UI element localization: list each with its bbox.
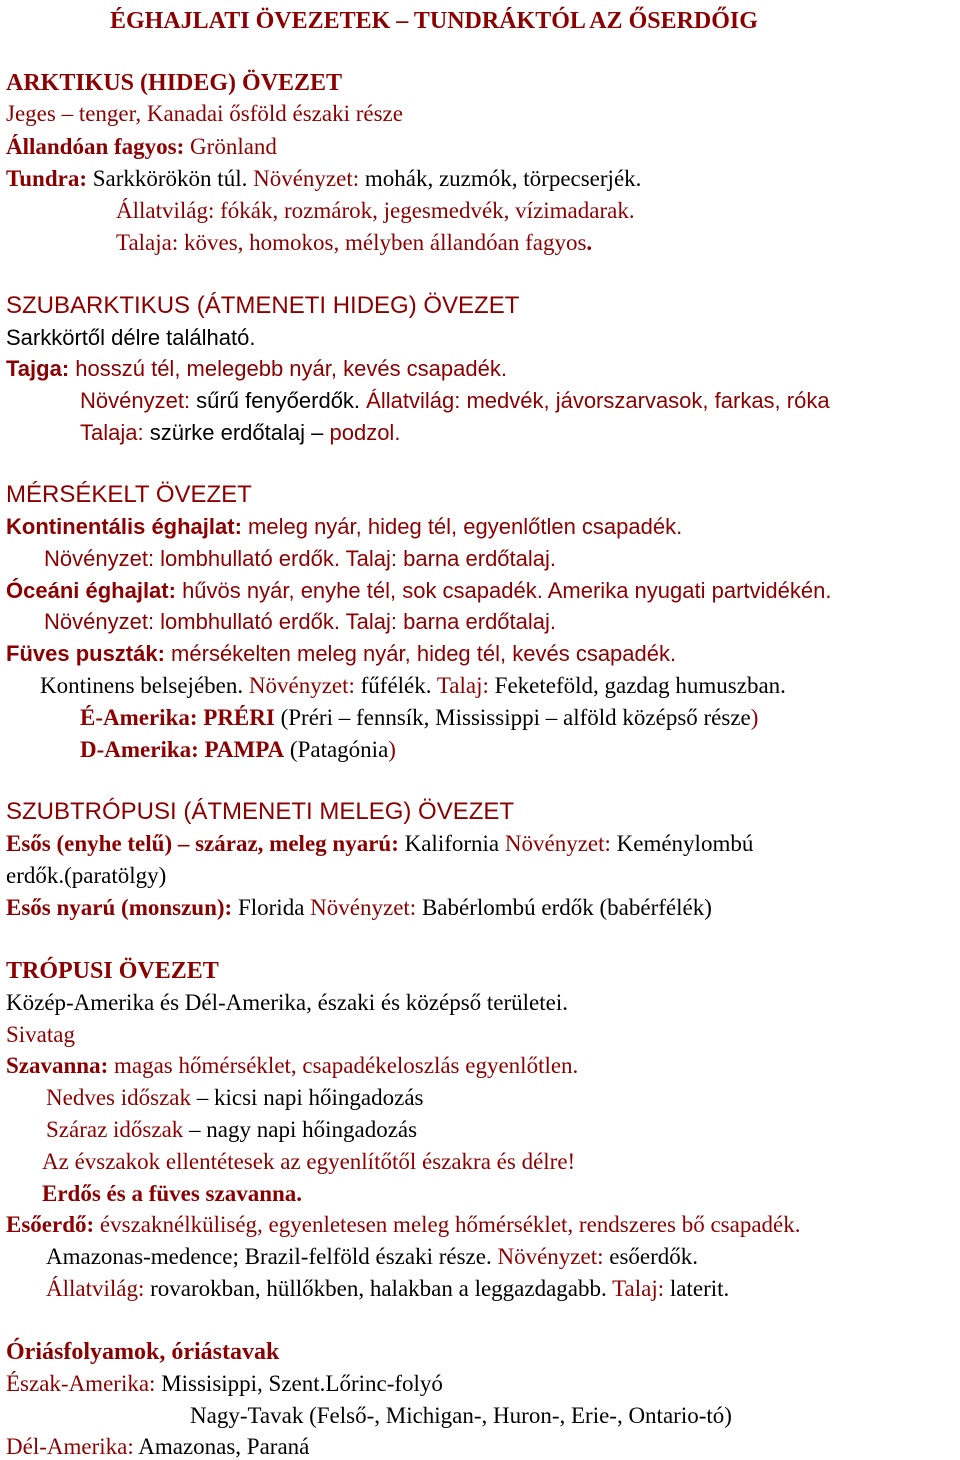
- text: Keménylombú: [610, 831, 754, 856]
- section-heading-tropusi: TRÓPUSI ÖVEZET: [6, 958, 219, 984]
- text: Amerika nyugati partvidékén.: [542, 578, 832, 603]
- label: Szavanna:: [6, 1053, 109, 1078]
- text: Nedves időszak: [46, 1085, 191, 1110]
- szubarktikus-line-1: Sarkkörtől délre található.: [6, 325, 256, 350]
- label: Talaja:: [80, 420, 144, 445]
- szubarktikus-line-2: [6, 356, 507, 382]
- arktikus-line-5: [116, 230, 592, 256]
- merseklet-line-7: [80, 705, 758, 731]
- label: Észak-Amerika:: [6, 1371, 156, 1396]
- text: mérsékelten meleg nyár, hideg tél, kevés csapadék.: [164, 641, 677, 666]
- tropusi-line-5: [46, 1117, 417, 1143]
- text: Talaj: barna erdőtalaj.: [339, 546, 557, 571]
- oriasfolyamok-line-1: [6, 1371, 443, 1397]
- tropusi-line-10: [46, 1276, 729, 1302]
- merseklet-line-6: [40, 673, 786, 699]
- label: Talaj:: [431, 673, 489, 698]
- label: Tundra:: [6, 166, 87, 191]
- label: Esős (enyhe telű) – száraz, meleg nyarú:: [6, 831, 399, 856]
- text: laterit.: [664, 1276, 730, 1301]
- text: Talaja: köves, homokos, mélyben állandóan fagyos: [116, 230, 587, 255]
- text: ): [750, 705, 759, 730]
- tropusi-line-1: Közép-Amerika és Dél-Amerika, északi és középső területei.: [6, 990, 568, 1015]
- text: magas hőmérséklet, csapadékeloszlás egyenlőtlen.: [108, 1053, 579, 1078]
- text: medvék, jávorszarvasok, farkas, róka: [460, 388, 830, 413]
- arktikus-line-4: Állatvilág: fókák, rozmárok, jegesmedvék, vízimadarak.: [116, 198, 635, 223]
- text: Növényzet: lombhullató erdők.: [44, 609, 340, 634]
- tropusi-line-2: Sivatag: [6, 1022, 75, 1047]
- text: hűvös nyár, enyhe tél, sok csapadék.: [175, 578, 543, 603]
- text: Grönland: [184, 134, 277, 159]
- text: – nagy napi hőingadozás: [183, 1117, 418, 1142]
- label: Esős nyarú (monszun):: [6, 895, 233, 920]
- szubarktikus-line-4: [80, 420, 400, 446]
- text: Babérlombú erdők (babérfélék): [416, 895, 712, 920]
- text: Száraz időszak: [46, 1117, 184, 1142]
- label: Tajga:: [6, 356, 70, 381]
- label: Növényzet:: [247, 166, 360, 191]
- text: Feketeföld, gazdag humuszban.: [488, 673, 786, 698]
- text: alföld középső része: [563, 705, 751, 730]
- text: Kontinens belsejében.: [40, 673, 244, 698]
- label: Füves puszták:: [6, 641, 165, 666]
- label: Állatvilág:: [360, 388, 461, 413]
- text: podzol.: [329, 420, 401, 445]
- arktikus-line-2: [6, 134, 277, 160]
- text: –: [540, 705, 563, 730]
- arktikus-line-1: Jeges – tenger, Kanadai ősföld északi része: [6, 101, 403, 126]
- tropusi-line-7: Erdős és a füves szavanna.: [42, 1181, 303, 1206]
- text: fűfélék.: [354, 673, 432, 698]
- label: É-Amerika: PRÉRI: [80, 705, 275, 730]
- text: meleg nyár, hideg tél, egyenlőtlen csapadék.: [241, 514, 683, 539]
- szubtropusi-line-1: [6, 831, 753, 857]
- label: Növényzet:: [491, 1244, 604, 1269]
- tropusi-line-4: [46, 1085, 424, 1111]
- section-heading-szubarktikus: SZUBARKTIKUS (ÁTMENETI HIDEG) ÖVEZET: [6, 292, 520, 319]
- text: – kicsi napi hőingadozás: [191, 1085, 424, 1110]
- arktikus-line-3: [6, 166, 641, 192]
- text: szürke erdőtalaj: [143, 420, 306, 445]
- text: sűrű fenyőerdők.: [190, 388, 361, 413]
- merseklet-line-4: [44, 609, 556, 635]
- section-heading-arktikus: ARKTIKUS (HIDEG) ÖVEZET: [6, 70, 343, 96]
- label: Talaj:: [606, 1276, 665, 1301]
- text: esőerdők.: [603, 1244, 699, 1269]
- szubtropusi-line-3: [6, 895, 712, 921]
- label: Növényzet:: [80, 388, 191, 413]
- text: ): [388, 737, 396, 762]
- text: évszaknélküliség, egyenletesen meleg hőmérséklet, rendszeres bő csapadék.: [94, 1212, 801, 1237]
- tropusi-line-6: Az évszakok ellentétesek az egyenlítőtől északra és délre!: [42, 1149, 576, 1174]
- text: Növényzet: lombhullató erdők.: [44, 546, 340, 571]
- text: .: [586, 230, 593, 255]
- label: Növényzet:: [499, 831, 611, 856]
- text: rovarokban, hüllőkben, halakban a leggazdagabb.: [144, 1276, 607, 1301]
- text: hosszú tél, melegebb nyár, kevés csapadék.: [69, 356, 507, 381]
- label: Óceáni éghajlat:: [6, 578, 176, 603]
- tropusi-line-9: [46, 1244, 698, 1270]
- section-heading-szubtropusi: SZUBTRÓPUSI (ÁTMENETI MELEG) ÖVEZET: [6, 798, 515, 825]
- text: Missisippi, Szent.Lőrinc-folyó: [155, 1371, 443, 1396]
- merseklet-line-3: [6, 578, 831, 604]
- text: Sarkkörökön túl.: [86, 166, 248, 191]
- merseklet-line-2: [44, 546, 556, 572]
- oriasfolyamok-line-2: Nagy-Tavak (Felső-, Michigan-, Huron-, Erie-, Ontario-tó): [190, 1403, 732, 1428]
- label: Állandóan fagyos:: [6, 134, 185, 159]
- merseklet-line-8: [80, 737, 396, 763]
- text: (Patagónia: [284, 737, 389, 762]
- text: Talaj: barna erdőtalaj.: [339, 609, 557, 634]
- text: Florida: [232, 895, 305, 920]
- tropusi-line-3: [6, 1053, 578, 1079]
- label: Dél-Amerika:: [6, 1434, 134, 1459]
- merseklet-line-5: [6, 641, 676, 667]
- szubtropusi-line-2: erdők.(paratölgy): [6, 863, 167, 888]
- oriasfolyamok-line-3: [6, 1434, 309, 1460]
- label: D-Amerika: PAMPA: [80, 737, 285, 762]
- label: Állatvilág:: [46, 1276, 145, 1301]
- text: mohák, zuzmók, törpecserjék.: [359, 166, 642, 191]
- tropusi-line-8: [6, 1212, 801, 1238]
- merseklet-line-1: [6, 514, 682, 540]
- text: fennsík, Mississippi: [355, 705, 540, 730]
- text: –: [305, 420, 330, 445]
- section-heading-oriasfolyamok: Óriásfolyamok, óriástavak: [6, 1339, 280, 1365]
- label: Növényzet:: [304, 895, 417, 920]
- text: (Préri: [274, 705, 333, 730]
- text: Amazonas-medence; Brazil-felföld északi része.: [46, 1244, 492, 1269]
- text: –: [332, 705, 356, 730]
- page-title: ÉGHAJLATI ÖVEZETEK – TUNDRÁKTÓL AZ ŐSERDŐIG: [110, 8, 758, 34]
- label: Esőerdő:: [6, 1212, 95, 1237]
- section-heading-merseklet: MÉRSÉKELT ÖVEZET: [6, 481, 252, 508]
- text: Amazonas, Paraná: [133, 1434, 310, 1459]
- label: Kontinentális éghajlat:: [6, 514, 242, 539]
- szubarktikus-line-3: [80, 388, 830, 414]
- label: Növényzet:: [243, 673, 355, 698]
- text: Kalifornia: [398, 831, 500, 856]
